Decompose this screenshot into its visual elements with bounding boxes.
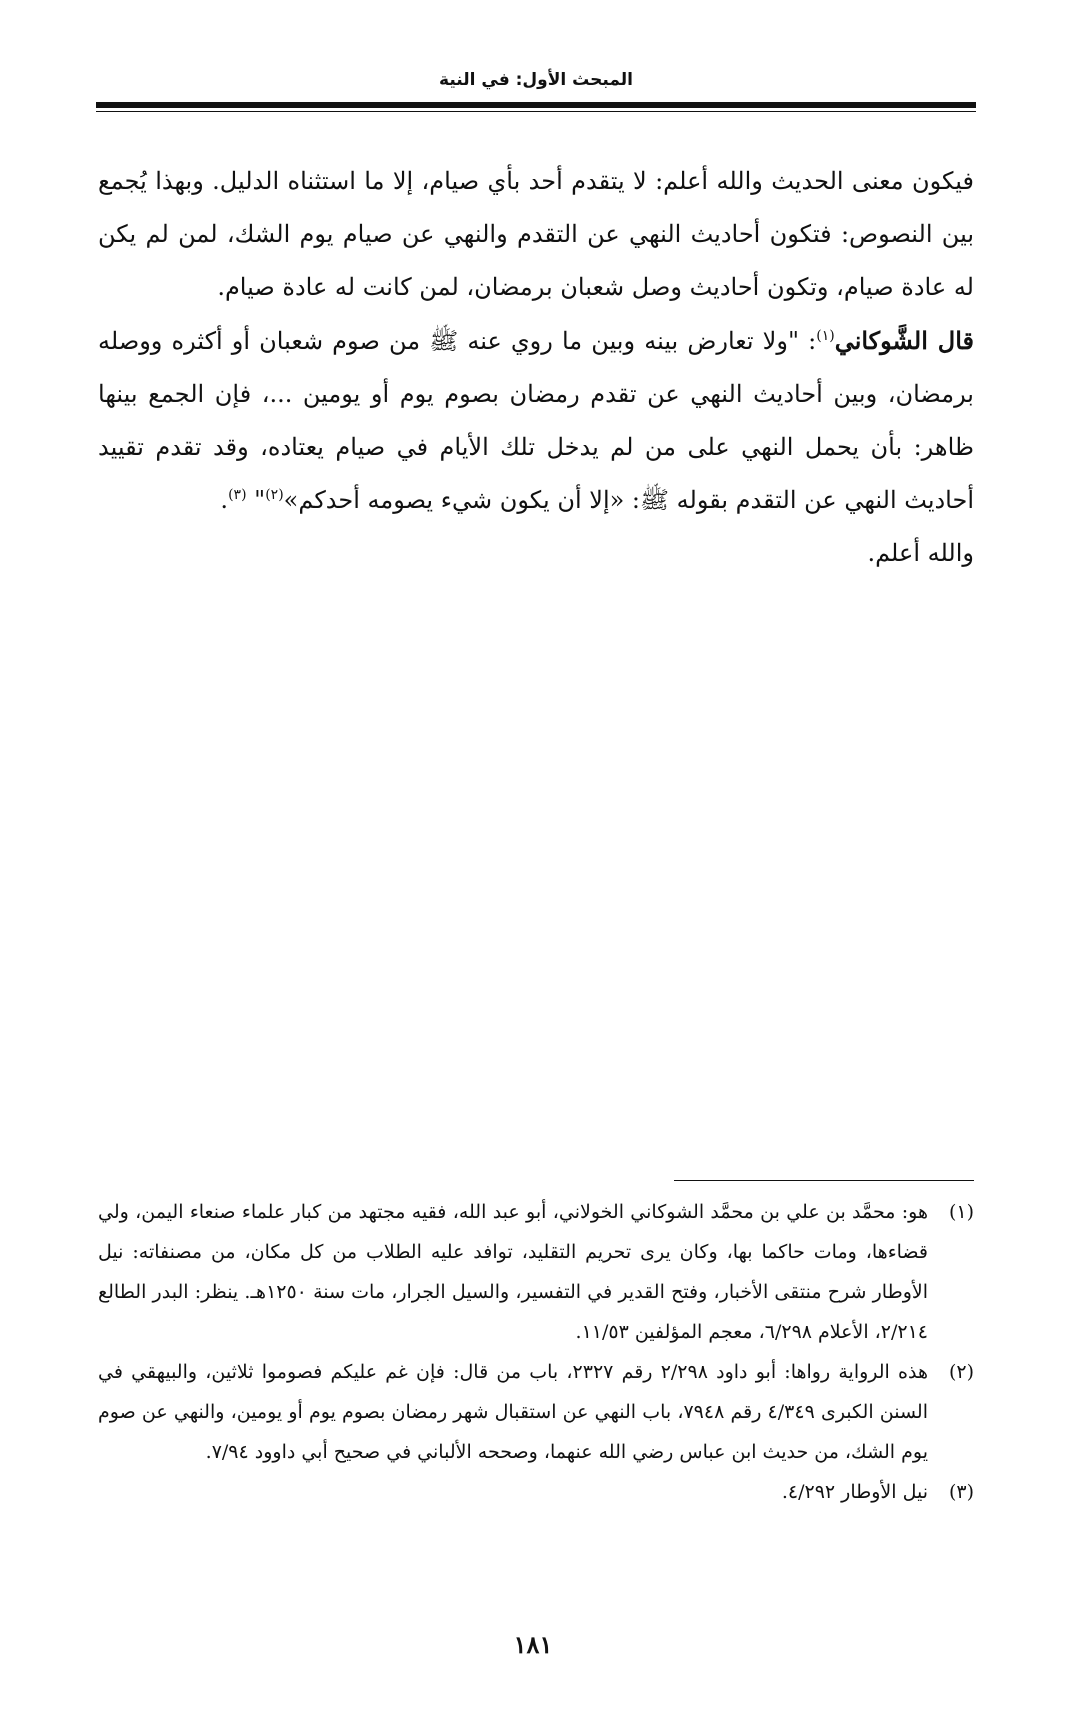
footnotes	[98, 1192, 974, 1512]
header-rule-thick	[96, 102, 976, 108]
footnote-ref-1[interactable]: (١)	[816, 328, 835, 344]
footnote-number: (١)	[948, 1201, 974, 1223]
footnote-text: هو: محمَّد بن علي بن محمَّد الشوكاني الخولاني، أبو عبد الله، فقيه مجتهد من كبار علماء صنعاء اليمن، ولي قضاءها، ومات حاكما بها، وكان يرى تحريم التقليد، توافد عليه الطلاب من كل مكان، من مصنفاته: نيل الأوطار شرح منتقى الأخبار، وفتح القدير في التفسير، والسيل الجرار، مات سنة ١٢٥٠هـ. ينظر: البدر الطالع ٢/٢١٤، الأعلام ٦/٢٩٨، معجم المؤلفين ١١/٥٣.	[98, 1201, 928, 1343]
footnote-ref-3[interactable]: (٣)	[228, 487, 247, 503]
footnote-number: (٣)	[948, 1481, 974, 1503]
speaker-name: قال الشَّوكاني	[834, 326, 974, 355]
main-text	[98, 155, 974, 580]
quotation-text: : "ولا تعارض بينه وبين ما روي عنه ﷺ من صوم شعبان أو أكثره ووصله برمضان، وبين أحاديث النهي عن تقدم رمضان بصوم يوم أو يومين ...، فإن الجمع بينها ظاهر: بأن يحمل النهي على من لم يدخل تلك الأيام في صيام يعتاده، وقد تقدم تقييد أحاديث النهي عن التقدم بقوله ﷺ: «إلا أن يكون شيء يصومه أحدكم»	[98, 327, 974, 514]
paragraph-2	[98, 314, 974, 527]
page-number: ١٨١	[513, 1630, 553, 1659]
footnote-2	[98, 1352, 974, 1472]
running-header: المبحث الأول: في النية	[439, 70, 633, 90]
footnote-1	[98, 1192, 974, 1352]
header-rule-thin	[96, 111, 976, 112]
period: .	[220, 486, 229, 514]
footnote-text: نيل الأوطار ٤/٢٩٢.	[781, 1481, 928, 1503]
paragraph-1: فيكون معنى الحديث والله أعلم: لا يتقدم أحد بأي صيام، إلا ما استثناه الدليل. وبهذا يُجمع بين النصوص: فتكون أحاديث النهي عن التقدم والنهي عن صيام يوم الشك، لمن لم يكن له عادة صيام، وتكون أحاديث وصل شعبان برمضان، لمن كانت له عادة صيام.	[98, 167, 974, 301]
footnote-3	[98, 1472, 974, 1512]
quote-close: "	[246, 486, 266, 514]
paragraph-3: والله أعلم.	[867, 539, 974, 567]
footnote-number: (٢)	[948, 1361, 974, 1383]
footnote-text: هذه الرواية رواها: أبو داود ٢/٢٩٨ رقم ٢٣٢٧، باب من قال: فإن غم عليكم فصوموا ثلاثين، والبيهقي في السنن الكبرى ٤/٣٤٩ رقم ٧٩٤٨، باب النهي عن استقبال شهر رمضان بصوم يوم أو يومين، والنهي عن صوم يوم الشك، من حديث ابن عباس رضي الله عنهما، وصححه الألباني في صحيح أبي داوود ٧/٩٤.	[98, 1361, 928, 1463]
footnote-separator	[674, 1180, 974, 1181]
footnote-ref-2[interactable]: (٢)	[265, 487, 284, 503]
